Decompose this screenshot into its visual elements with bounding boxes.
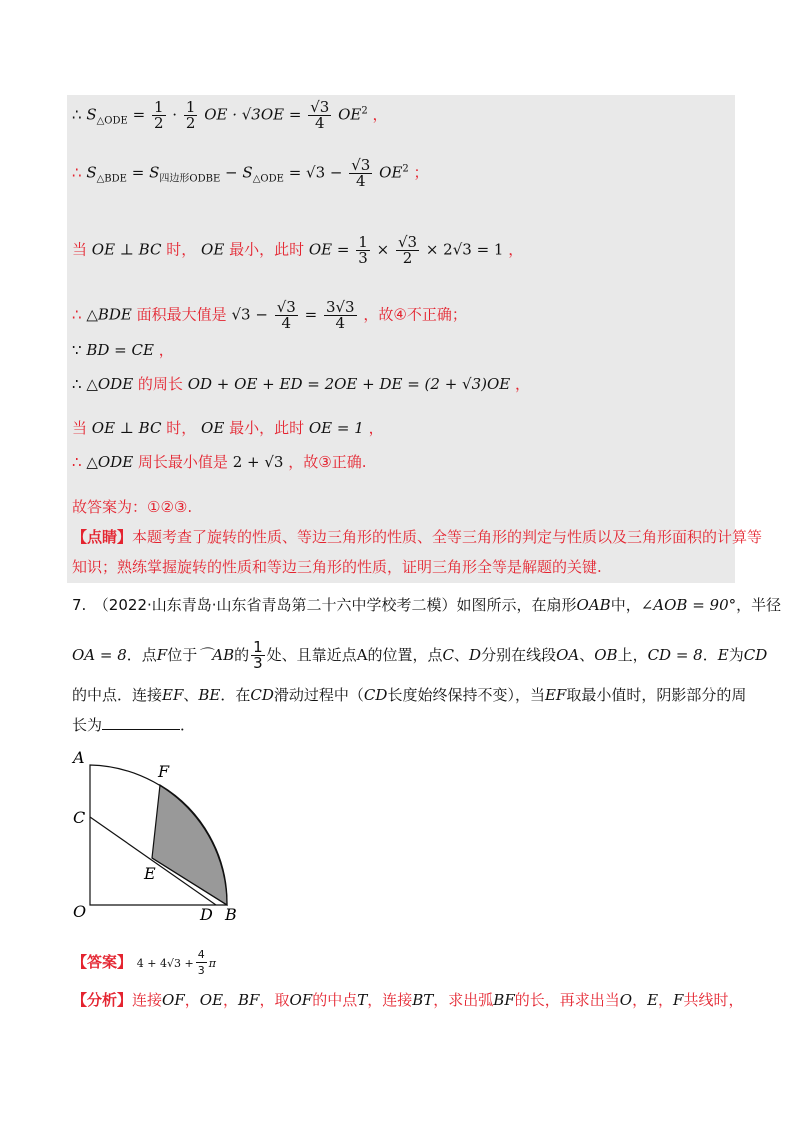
fraction-sqrt3-over-4: $\frac{√3}{4}$ — [310, 98, 330, 132]
label-o: O — [73, 902, 87, 921]
solution-line-3: 当 OE ⊥ BC 时， OE 最小，此时 OE = $\frac{1}{3}$ × $\frac{√3}{2}$ × 2√3 = 1 ， — [72, 233, 524, 267]
label-b: B — [225, 905, 237, 924]
sector-figure — [70, 745, 270, 925]
solution-line-8: ∴ △ODE 周长最小值是 2 + √3 ，故③正确. — [72, 453, 367, 471]
solution-line-7: 当 OE ⊥ BC 时， OE 最小，此时 OE = 1 ， — [72, 419, 384, 437]
problem-line-3: 的中点．连接EF、BE．在CD滑动过程中（CD长度始终保持不变），当EF取最小值时，阴影部分的周 — [72, 686, 747, 704]
analysis-line: 【分析】连接OF，OE，BF，取OF的中点T，连接BT，求出弧BF的长，再求出当O，E，F共线时， — [72, 991, 744, 1009]
label-c: C — [73, 808, 86, 827]
label-a: A — [73, 748, 85, 767]
fraction-sqrt3-over-4: $\frac{√3}{4}$ — [351, 156, 371, 190]
problem-line-1: 7. （2022·山东青岛·山东省青岛第二十六中学校考二模）如图所示，在扇形OAB中，∠AOB = 90°，半径 — [72, 596, 782, 614]
solution-line-6: ∴ △ODE 的周长 OD + OE + ED = 2OE + DE = (2 + √3)OE ， — [72, 375, 531, 393]
note-line-1: 【点睛】本题考查了旋转的性质、等边三角形的性质、全等三角形的判定与性质以及三角形面积的计算等 — [72, 528, 763, 546]
answer-blank — [102, 715, 180, 730]
note-line-2: 知识；熟练掌握旋转的性质和等边三角形的性质，证明三角形全等是解题的关键. — [72, 558, 602, 576]
label-f: F — [158, 762, 170, 781]
solution-line-1: ∴ $S_{\triangle ODE}$ = $\frac{1}{2}$ · $\frac{1}{2}$ OE · √3OE = $\frac{√3}{4}$ $OE^2$ ， — [72, 98, 388, 132]
solution-line-4: ∴ △BDE 面积最大值是 √3 − $\frac{√3}{4}$ = $\frac{3√3}{4}$ ，故④不正确； — [72, 298, 467, 332]
answer-line: 【答案】 4 + 4√3 + $\frac{4}{3}$ π — [72, 948, 216, 977]
solution-line-5: ∵ BD = CE ， — [72, 341, 174, 359]
problem-line-2: OA = 8．点F位于⌒AB的 $\frac{1}{3}$ 处、且靠近点A的位置，点C、D分别在线段OA、OB上，CD = 8．E为CD — [72, 638, 768, 672]
label-e: E — [144, 864, 156, 883]
solution-answer-line: 故答案为：①②③. — [72, 498, 193, 516]
solution-line-2: ∴ $S_{\triangle BDE} = S_{四边形ODBE} - S_{\triangle ODE} = √3$ − $\frac{√3}{4}$ $OE^2$ ； — [72, 156, 429, 190]
problem-line-4: 长为 ． — [72, 716, 196, 734]
label-d: D — [200, 905, 213, 924]
fraction-half: $\frac{1}{2}$ — [185, 98, 196, 132]
fraction-half: $\frac{1}{2}$ — [153, 98, 164, 132]
